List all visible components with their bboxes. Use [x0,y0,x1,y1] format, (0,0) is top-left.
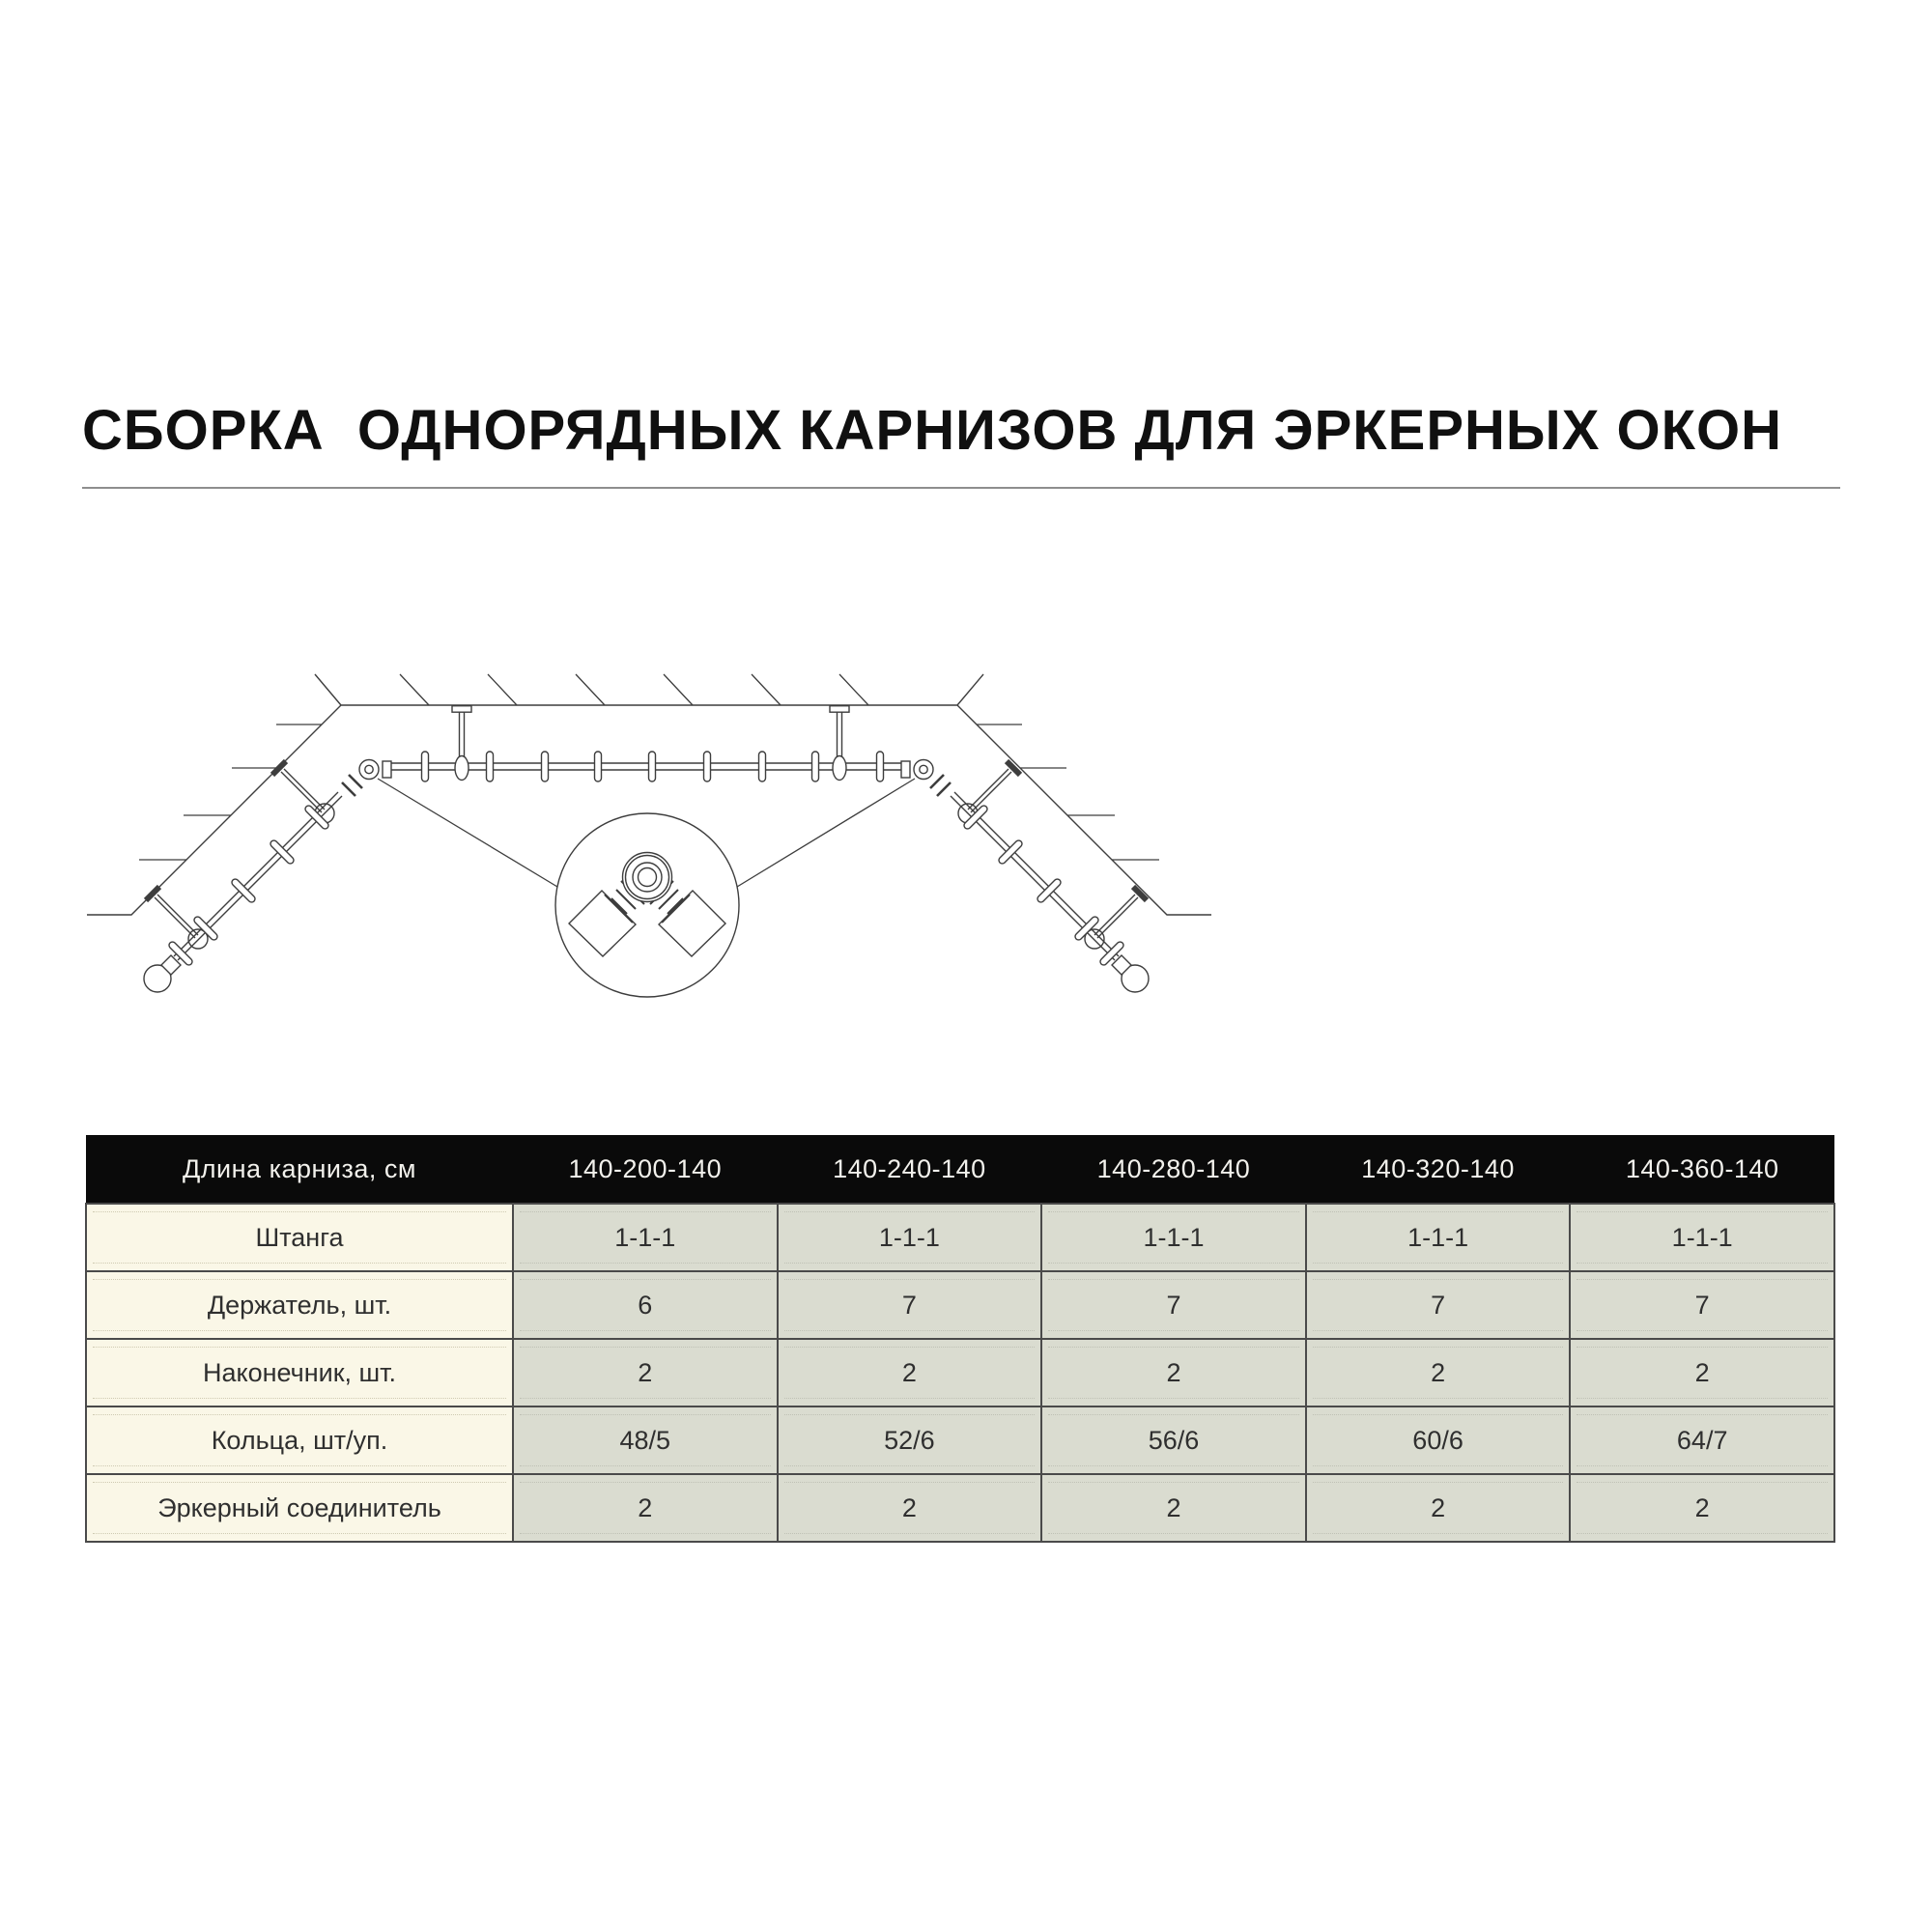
wall-hatching-right [977,724,1159,860]
value-cell: 1-1-1 [1041,1204,1306,1271]
value-cell: 1-1-1 [513,1204,778,1271]
value-cell: 56/6 [1041,1406,1306,1474]
value-cell: 2 [1306,1474,1571,1542]
wall-hatching-left [139,724,322,860]
header-cell-size: 140-200-140 [513,1135,778,1204]
value-cell: 6 [513,1271,778,1339]
wall-bracket-plate [1133,887,1147,900]
header-cell-length: Длина карниза, см [86,1135,513,1204]
value-cell: 64/7 [1570,1406,1834,1474]
corner-connector-right [914,760,933,780]
row-label-cell: Кольца, шт/уп. [86,1406,513,1474]
connector-hinge [623,853,672,902]
row-label-cell: Держатель, шт. [86,1271,513,1339]
header-cell-size: 140-320-140 [1306,1135,1571,1204]
value-cell: 2 [1306,1339,1571,1406]
corner-connector-left [359,760,379,780]
angled-rod-right [930,761,1149,992]
value-cell: 2 [1570,1339,1834,1406]
row-label-cell: Эркерный соединитель [86,1474,513,1542]
wall-bracket-plate [146,887,159,900]
value-cell: 1-1-1 [778,1204,1042,1271]
value-cell: 2 [1041,1474,1306,1542]
ceiling-bracket-right [830,706,849,757]
table-row [86,1339,1834,1406]
wall-bracket-plate [1007,761,1020,775]
value-cell: 52/6 [778,1406,1042,1474]
table-row [86,1406,1834,1474]
value-cell: 2 [513,1339,778,1406]
detail-circle [555,813,739,997]
value-cell: 2 [513,1474,778,1542]
angled-rod-left [144,761,362,992]
value-cell: 2 [1570,1474,1834,1542]
value-cell: 48/5 [513,1406,778,1474]
table-row [86,1271,1834,1339]
value-cell: 2 [778,1339,1042,1406]
value-cell: 7 [1041,1271,1306,1339]
table-header-row [86,1135,1834,1204]
title-divider [82,487,1840,489]
value-cell: 7 [1570,1271,1834,1339]
rod-end-clamp-right [901,761,910,778]
value-cell: 1-1-1 [1306,1204,1571,1271]
value-cell: 60/6 [1306,1406,1571,1474]
header-cell-size: 140-360-140 [1570,1135,1834,1204]
table-row [86,1474,1834,1542]
rod-end-clamp-left [383,761,391,778]
value-cell: 7 [778,1271,1042,1339]
page-title: СБОРКА ОДНОРЯДНЫХ КАРНИЗОВ ДЛЯ ЭРКЕРНЫХ ОКОН [82,399,1783,462]
value-cell: 7 [1306,1271,1571,1339]
value-cell: 2 [1041,1339,1306,1406]
table-row [86,1204,1834,1271]
header-cell-size: 140-280-140 [1041,1135,1306,1204]
row-label-cell: Штанга [86,1204,513,1271]
ceiling-hatching [400,674,868,705]
assembly-diagram [0,628,1256,1043]
value-cell: 1-1-1 [1570,1204,1834,1271]
specs-table [85,1135,1835,1543]
curtain-rings-horizontal [422,752,884,781]
value-cell: 2 [778,1474,1042,1542]
row-label-cell: Наконечник, шт. [86,1339,513,1406]
ceiling-bracket-left [452,706,471,757]
header-cell-size: 140-240-140 [778,1135,1042,1204]
